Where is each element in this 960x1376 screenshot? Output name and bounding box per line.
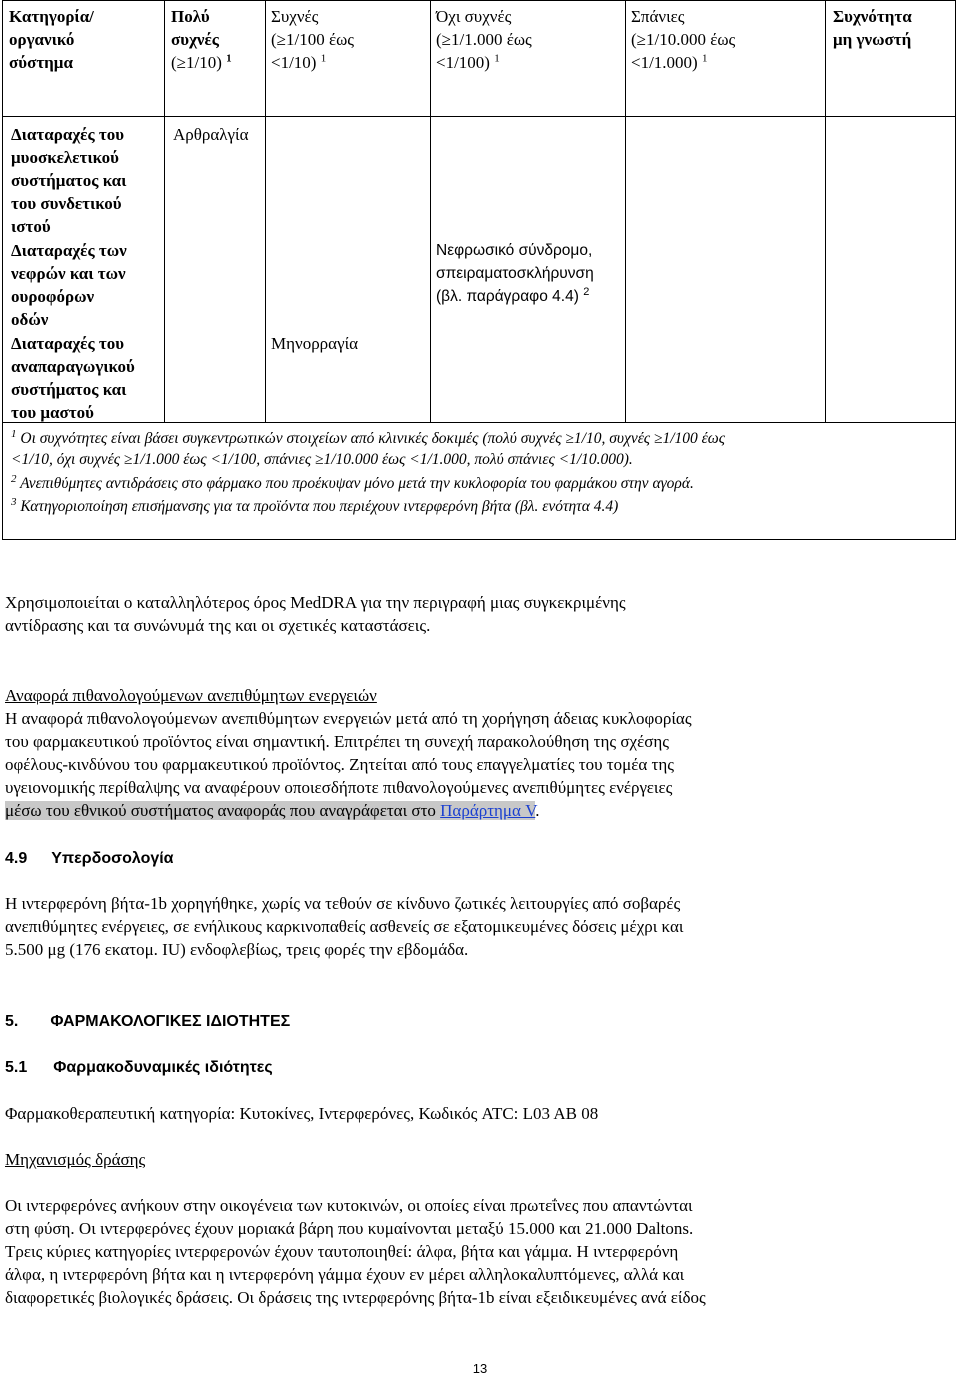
adverse-reactions-table — [2, 0, 956, 540]
col-divider — [265, 1, 266, 423]
page-number: 13 — [472, 1361, 488, 1376]
header-frequency-unknown: Συχνότητα μη γνωστή — [833, 7, 912, 49]
section-5-1-heading: 5.1 Φαρμακοδυναμικές ιδιότητες — [5, 1059, 273, 1076]
reporting-section: Αναφορά πιθανολογούμενων ανεπιθύμητων ενεργειών Η αναφορά πιθανολογούμενων ανεπιθύμητων ενεργειών μετά από τη χορήγηση άδειας κυκλοφορίας του φαρμακευτικού προϊόντος είναι σημαντική. Επιτρέπει τη συνεχή παρακολούθηση της σχέσης οφέλους-κινδύνου του φαρμακευτικού προϊόντος. Ζητείται από τους επαγγελματίες του τομέα της υγειονομικής περίθαλψης να αναφέρουν οποιεσδήποτε πιθανολογούμενες ανεπιθύμητες ενέργειες μέσω του εθνικού συστήματος αναφοράς που αναγράφεται στο Παράρτημα V. — [5, 686, 692, 820]
section-5-heading: 5. ΦΑΡΜΑΚΟΛΟΓΙΚΕΣ ΙΔΙΟΤΗΤΕΣ — [5, 1013, 291, 1030]
row-category-renal: Διαταραχές των νεφρών και των ουροφόρων οδών — [11, 241, 127, 329]
row-category-reproductive: Διαταραχές του αναπαραγωγικού συστήματος και του μαστού — [11, 334, 135, 422]
footnote-2: $^2$ Ανεπιθύμητες αντιδράσεις στο φάρμακο που προέκυψαν μόνο μετά την κυκλοφορία του φαρμάκου στην αγορά. — [11, 472, 694, 492]
row-category-musculoskeletal: Διαταραχές του μυοσκελετικού συστήματος και του συνδετικού ιστού — [11, 125, 127, 236]
col-divider — [825, 1, 826, 423]
meddra-paragraph: Χρησιμοποιείται ο καταλληλότερος όρος MedDRA για την περιγραφή μιας συγκεκριμένης αντίδρασης και τα συνώνυμά της και οι σχετικές καταστάσεις. — [5, 593, 626, 635]
header-uncommon: Όχι συχνές (≥1/1.000 έως <1/100) $^1$ — [436, 7, 532, 72]
footnote-divider — [3, 422, 955, 423]
mechanism-heading: Μηχανισμός δράσης — [5, 1150, 146, 1169]
col-divider — [625, 1, 626, 423]
appendix-v-link[interactable]: Παράρτημα V — [440, 801, 536, 820]
atc-line: Φαρμακοθεραπευτική κατηγορία: Κυτοκίνες, Ιντερφερόνες, Κωδικός ATC: L03 AB 08 — [5, 1104, 599, 1123]
reporting-heading: Αναφορά πιθανολογούμενων ανεπιθύμητων ενεργειών — [5, 686, 377, 705]
cell-menorrhagia: Μηνορραγία — [271, 334, 359, 353]
cell-nephrotic-syndrome: Νεφρωσικό σύνδρομο, σπειραματοσκλήρυνση (βλ. παράγραφο 4.4) $^2$ — [436, 242, 594, 305]
header-common: Συχνές (≥1/100 έως <1/10) $^1$ — [271, 7, 355, 72]
section-4-9-heading: 4.9 Υπερδοσολογία — [5, 850, 174, 867]
col-divider — [430, 1, 431, 423]
mechanism-paragraph: Οι ιντερφερόνες ανήκουν στην οικογένεια των κυτοκινών, οι οποίες είναι πρωτεΐνες που απαντώνται στη φύση. Οι ιντερφερόνες έχουν μοριακά βάρη που κυμαίνονται μεταξύ 15.000 και 21.000 Daltons. Τρεις κύριες κατηγορίες ιντερφερονών έχουν ταυτοποιηθεί: άλφα, βήτα και γάμμα. Η ιντερφερόνη άλφα, η ιντερφερόνη βήτα και η ιντερφερόνη γάμμα έχουν εν μέρει αλληλοκαλυπτόμενες, αλλά και διαφορετικές βιολογικές δράσεις. Οι δράσεις της ιντερφερόνης βήτα-1b είναι εξειδικευμένες ανά είδος — [5, 1196, 706, 1307]
footnote-3: $^3$ Κατηγοριοποίηση επισήμανσης για τα προϊόντα που περιέχουν ιντερφερόνη βήτα (βλ. ενότητα 4.4) — [11, 495, 619, 515]
footnote-1: $^1$ Οι συχνότητες είναι βάσει συγκεντρωτικών στοιχείων από κλινικές δοκιμές (πολύ συχνές ≥1/10, συχνές ≥1/100 έως <1/10, όχι συχνές ≥1/1.000 έως <1/100, σπάνιες ≥1/10.000 έως <1/1.000, πολύ σπάνιες <1/10.000). — [11, 427, 725, 468]
col-divider — [164, 1, 165, 423]
header-very-common: Πολύ συχνές (≥1/10) $^1$ — [171, 7, 232, 72]
highlighted-text: μέσω του εθνικού συστήματος αναφοράς που αναγράφεται στο Παράρτημα V — [5, 801, 536, 820]
overdose-paragraph: Η ιντερφερόνη βήτα-1b χορηγήθηκε, χωρίς να τεθούν σε κίνδυνο ζωτικές λειτουργίες από σοβαρές ανεπιθύμητες ενέργειες, σε ενήλικους καρκινοπαθείς ασθενείς σε εξατομικευμένες δόσεις μέχρι και 5.500 μg (176 εκατομ. IU) ενδοφλεβίως, τρεις φορές την εβδομάδα. — [5, 894, 684, 959]
cell-arthralgia: Αρθραλγία — [173, 125, 249, 144]
header-rare: Σπάνιες (≥1/10.000 έως <1/1.000) $^1$ — [631, 7, 736, 72]
header-category: Κατηγορία/ οργανικό σύστημα — [9, 7, 94, 72]
